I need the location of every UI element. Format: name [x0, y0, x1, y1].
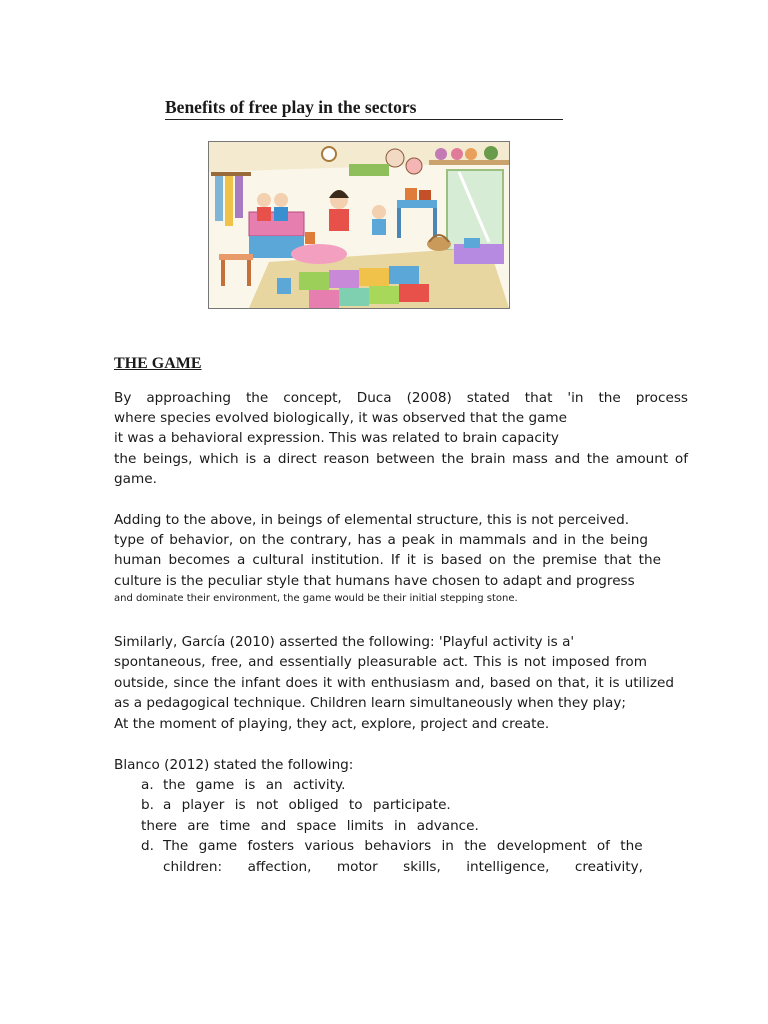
paragraph-line: human becomes a cultural institution. If it is based on the premise that the: [114, 552, 661, 568]
list-continuation: children: affection, motor skills, intelligence, creativity,: [163, 859, 643, 875]
list-marker: a.: [141, 777, 154, 793]
paragraph-line: culture is the peculiar style that humans have chosen to adapt and progress: [114, 573, 635, 589]
paragraph-line: type of behavior, on the contrary, has a peak in mammals and in the being: [114, 532, 648, 548]
list-marker: d.: [141, 838, 154, 854]
list-intro: Blanco (2012) stated the following:: [114, 757, 354, 773]
list-item: [141, 775, 345, 795]
section-heading: THE GAME: [114, 355, 202, 372]
paragraph-line: game.: [114, 471, 157, 487]
list-item-text: The game fosters various behaviors in the development of the: [163, 838, 643, 854]
list-item: [141, 816, 479, 836]
list-item-text: a player is not obliged to participate.: [163, 797, 451, 813]
list-item: [141, 795, 451, 815]
paragraph-line: spontaneous, free, and essentially pleasurable act. This is not imposed from: [114, 654, 647, 670]
document-title: Benefits of free play in the sectors: [165, 97, 563, 120]
classroom-illustration: [208, 141, 510, 309]
paragraph-line: where species evolved biologically, it was observed that the game: [114, 410, 568, 426]
paragraph-line: the beings, which is a direct reason between the brain mass and the amount of: [114, 451, 688, 467]
list-item-text: the game is an activity.: [163, 777, 346, 793]
paragraph-line: as a pedagogical technique. Children learn simultaneously when they play;: [114, 695, 627, 711]
paragraph-line: Adding to the above, in beings of elemental structure, this is not perceived.: [114, 512, 630, 528]
paragraph-line: outside, since the infant does it with enthusiasm and, based on that, it is utilized: [114, 675, 674, 691]
list-item-text: there are time and space limits in advance.: [141, 818, 479, 834]
paragraph-line: At the moment of playing, they act, explore, project and create.: [114, 716, 550, 732]
paragraph-line: it was a behavioral expression. This was related to brain capacity: [114, 430, 559, 446]
list-item: [141, 836, 643, 856]
paragraph-line: and dominate their environment, the game would be their initial stepping stone.: [114, 593, 518, 604]
paragraph-line: By approaching the concept, Duca (2008) stated that 'in the process: [114, 390, 688, 406]
paragraph-line: Similarly, García (2010) asserted the following: 'Playful activity is a': [114, 634, 575, 650]
list-marker: b.: [141, 797, 154, 813]
